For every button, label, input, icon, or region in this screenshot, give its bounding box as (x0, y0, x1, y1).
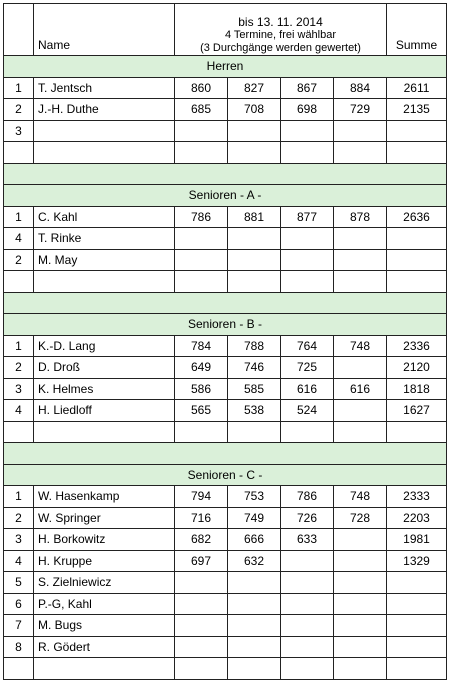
empty-cell (281, 142, 334, 164)
empty-cell (387, 658, 447, 680)
sum-cell: 1818 (387, 378, 447, 400)
name-cell: H. Liedloff (34, 400, 175, 422)
score-cell (228, 636, 281, 658)
empty-cell (175, 142, 228, 164)
section-spacer-row (4, 163, 447, 185)
empty-cell (334, 658, 387, 680)
rank-cell: 7 (4, 615, 34, 637)
score-table-body (4, 4, 447, 680)
header-round-info (175, 4, 387, 56)
section-title: Senioren - C - (4, 464, 447, 486)
rank-cell: 3 (4, 120, 34, 142)
rank-cell: 3 (4, 529, 34, 551)
sum-cell (387, 615, 447, 637)
score-cell (228, 249, 281, 271)
score-cell: 786 (175, 206, 228, 228)
table-row (4, 77, 447, 99)
rank-cell: 5 (4, 572, 34, 594)
empty-cell (334, 142, 387, 164)
score-cell: 764 (281, 335, 334, 357)
empty-cell (387, 421, 447, 443)
score-cell (281, 636, 334, 658)
score-cell: 749 (228, 507, 281, 529)
score-cell (334, 550, 387, 572)
score-cell: 585 (228, 378, 281, 400)
empty-cell (228, 142, 281, 164)
score-cell (175, 120, 228, 142)
name-cell: P.-G, Kahl (34, 593, 175, 615)
score-cell (334, 357, 387, 379)
name-cell: C. Kahl (34, 206, 175, 228)
sum-cell: 2120 (387, 357, 447, 379)
spacer-cell (4, 163, 447, 185)
empty-cell (228, 421, 281, 443)
score-cell: 708 (228, 99, 281, 121)
sum-cell: 2636 (387, 206, 447, 228)
empty-cell (4, 421, 34, 443)
score-cell: 748 (334, 486, 387, 508)
empty-cell (4, 658, 34, 680)
sum-cell (387, 249, 447, 271)
score-cell (334, 120, 387, 142)
sum-cell (387, 593, 447, 615)
rank-cell: 2 (4, 249, 34, 271)
section-spacer-row (4, 443, 447, 465)
score-cell: 616 (281, 378, 334, 400)
sum-cell: 1329 (387, 550, 447, 572)
score-cell: 784 (175, 335, 228, 357)
sum-cell (387, 636, 447, 658)
score-table (3, 3, 447, 680)
table-row (4, 400, 447, 422)
table-row (4, 593, 447, 615)
rank-cell: 1 (4, 206, 34, 228)
score-cell (334, 228, 387, 250)
name-cell: M. May (34, 249, 175, 271)
name-cell: K.-D. Lang (34, 335, 175, 357)
header-date: bis 13. 11. 2014 (238, 15, 323, 29)
empty-row (4, 658, 447, 680)
empty-cell (175, 658, 228, 680)
table-row (4, 615, 447, 637)
score-cell: 685 (175, 99, 228, 121)
sum-cell: 1627 (387, 400, 447, 422)
sum-cell (387, 120, 447, 142)
score-cell (175, 572, 228, 594)
score-cell (175, 593, 228, 615)
empty-cell (34, 271, 175, 293)
rank-cell: 4 (4, 550, 34, 572)
table-row (4, 357, 447, 379)
score-cell: 827 (228, 77, 281, 99)
table-row (4, 507, 447, 529)
score-cell: 878 (334, 206, 387, 228)
sum-cell: 2135 (387, 99, 447, 121)
header-number-cell (4, 4, 34, 56)
empty-cell (175, 271, 228, 293)
score-cell (281, 593, 334, 615)
score-cell (281, 615, 334, 637)
table-row (4, 378, 447, 400)
score-cell (281, 550, 334, 572)
score-cell: 716 (175, 507, 228, 529)
score-cell: 748 (334, 335, 387, 357)
score-cell (334, 529, 387, 551)
sum-cell: 2611 (387, 77, 447, 99)
spacer-cell (4, 443, 447, 465)
empty-cell (228, 658, 281, 680)
score-cell (228, 615, 281, 637)
rank-cell: 2 (4, 99, 34, 121)
sum-cell (387, 572, 447, 594)
score-cell: 881 (228, 206, 281, 228)
name-cell: D. Droß (34, 357, 175, 379)
name-cell: K. Helmes (34, 378, 175, 400)
table-row (4, 550, 447, 572)
table-row (4, 99, 447, 121)
table-row (4, 486, 447, 508)
name-cell: H. Kruppe (34, 550, 175, 572)
score-cell: 682 (175, 529, 228, 551)
spacer-cell (4, 292, 447, 314)
table-row (4, 206, 447, 228)
empty-row (4, 271, 447, 293)
score-cell: 877 (281, 206, 334, 228)
score-cell: 788 (228, 335, 281, 357)
score-cell: 649 (175, 357, 228, 379)
rank-cell: 4 (4, 400, 34, 422)
score-cell: 860 (175, 77, 228, 99)
score-cell: 726 (281, 507, 334, 529)
table-row (4, 636, 447, 658)
score-cell: 524 (281, 400, 334, 422)
score-cell: 586 (175, 378, 228, 400)
empty-cell (334, 271, 387, 293)
empty-cell (334, 421, 387, 443)
empty-cell (281, 271, 334, 293)
section-header-row (4, 464, 447, 486)
section-header-row (4, 185, 447, 207)
name-cell: W. Hasenkamp (34, 486, 175, 508)
section-title: Senioren - B - (4, 314, 447, 336)
score-cell: 746 (228, 357, 281, 379)
section-title: Herren (4, 56, 447, 78)
empty-cell (387, 142, 447, 164)
rank-cell: 1 (4, 335, 34, 357)
score-cell: 633 (281, 529, 334, 551)
empty-cell (387, 271, 447, 293)
empty-row (4, 142, 447, 164)
score-cell (281, 228, 334, 250)
score-cell: 666 (228, 529, 281, 551)
score-cell (334, 615, 387, 637)
score-cell: 725 (281, 357, 334, 379)
score-cell (228, 228, 281, 250)
score-cell: 616 (334, 378, 387, 400)
empty-cell (34, 658, 175, 680)
empty-cell (34, 142, 175, 164)
score-cell (175, 636, 228, 658)
rank-cell: 2 (4, 507, 34, 529)
name-cell: S. Zielniewicz (34, 572, 175, 594)
empty-row (4, 421, 447, 443)
score-cell (175, 615, 228, 637)
sum-cell (387, 228, 447, 250)
empty-cell (34, 421, 175, 443)
section-title: Senioren - A - (4, 185, 447, 207)
score-cell (228, 593, 281, 615)
score-cell: 753 (228, 486, 281, 508)
rank-cell: 2 (4, 357, 34, 379)
rank-cell: 8 (4, 636, 34, 658)
rank-cell: 3 (4, 378, 34, 400)
score-cell: 632 (228, 550, 281, 572)
section-spacer-row (4, 292, 447, 314)
score-cell: 728 (334, 507, 387, 529)
score-cell (228, 120, 281, 142)
table-row (4, 249, 447, 271)
table-row (4, 228, 447, 250)
score-cell: 794 (175, 486, 228, 508)
score-cell (334, 593, 387, 615)
rank-cell: 1 (4, 486, 34, 508)
score-cell: 884 (334, 77, 387, 99)
score-cell (175, 249, 228, 271)
table-row (4, 529, 447, 551)
score-cell (228, 572, 281, 594)
score-cell (175, 228, 228, 250)
score-cell (334, 636, 387, 658)
table-row (4, 120, 447, 142)
empty-cell (175, 421, 228, 443)
section-header-row (4, 56, 447, 78)
score-cell (334, 249, 387, 271)
score-cell: 867 (281, 77, 334, 99)
rank-cell: 6 (4, 593, 34, 615)
name-cell: H. Borkowitz (34, 529, 175, 551)
name-cell: R. Gödert (34, 636, 175, 658)
score-cell: 538 (228, 400, 281, 422)
score-cell: 729 (334, 99, 387, 121)
score-cell: 565 (175, 400, 228, 422)
empty-cell (4, 271, 34, 293)
score-cell (334, 400, 387, 422)
section-header-row (4, 314, 447, 336)
score-cell (281, 572, 334, 594)
sum-cell: 2333 (387, 486, 447, 508)
header-terms: 4 Termine, frei wählbar (224, 29, 337, 41)
score-cell (334, 572, 387, 594)
name-cell (34, 120, 175, 142)
score-cell: 786 (281, 486, 334, 508)
score-cell: 698 (281, 99, 334, 121)
name-cell: W. Springer (34, 507, 175, 529)
empty-cell (228, 271, 281, 293)
score-cell (281, 120, 334, 142)
header-rule: (3 Durchgänge werden gewertet) (200, 42, 361, 54)
empty-cell (281, 421, 334, 443)
rank-cell: 4 (4, 228, 34, 250)
score-cell: 697 (175, 550, 228, 572)
rank-cell: 1 (4, 77, 34, 99)
table-row (4, 572, 447, 594)
header-name: Name (34, 4, 175, 56)
name-cell: T. Rinke (34, 228, 175, 250)
header-sum: Summe (387, 4, 447, 56)
empty-cell (281, 658, 334, 680)
sum-cell: 2203 (387, 507, 447, 529)
header-row (4, 4, 447, 56)
name-cell: T. Jentsch (34, 77, 175, 99)
table-row (4, 335, 447, 357)
sum-cell: 1981 (387, 529, 447, 551)
empty-cell (4, 142, 34, 164)
name-cell: J.-H. Duthe (34, 99, 175, 121)
name-cell: M. Bugs (34, 615, 175, 637)
sum-cell: 2336 (387, 335, 447, 357)
score-cell (281, 249, 334, 271)
